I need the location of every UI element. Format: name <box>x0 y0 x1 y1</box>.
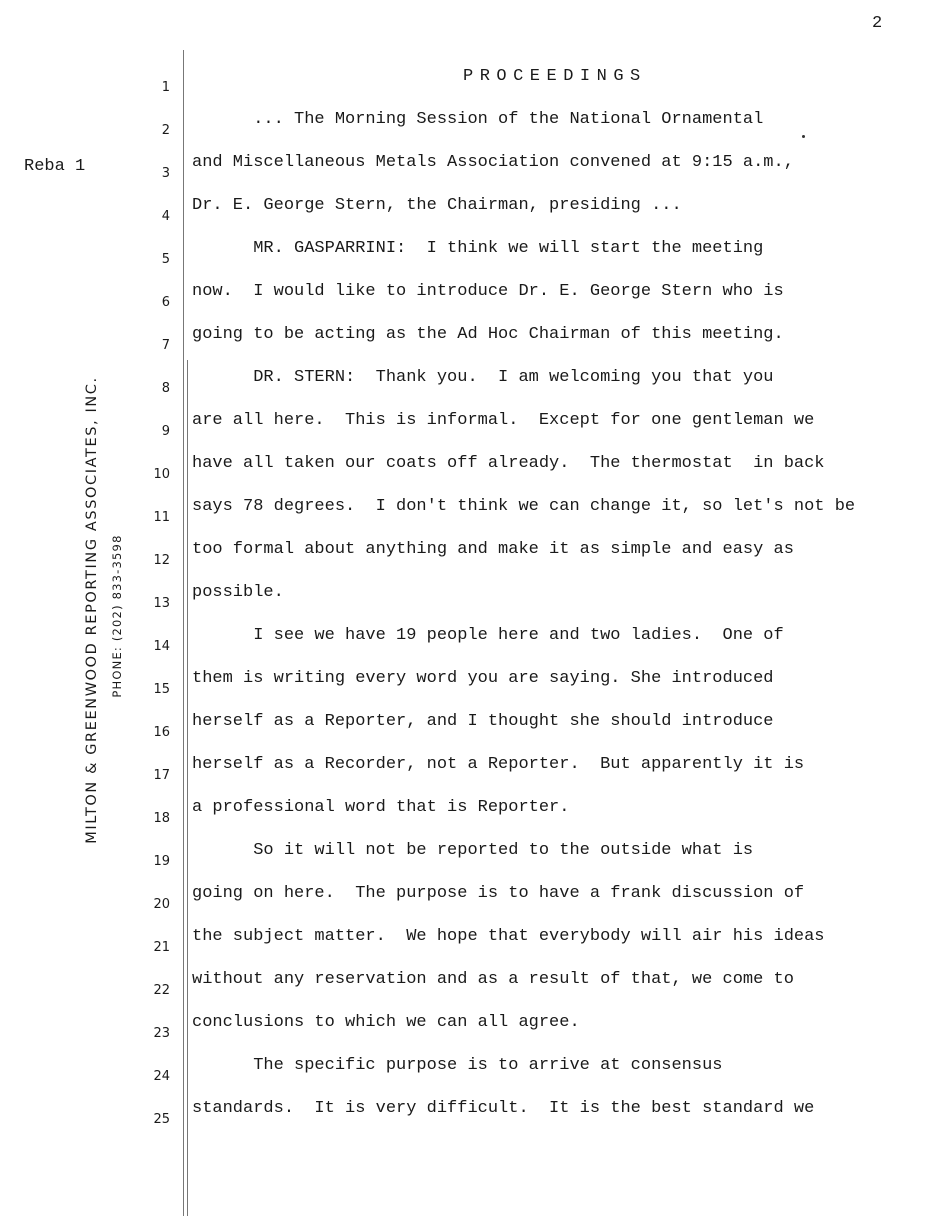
transcript-line: going on here. The purpose is to have a frank discussion of <box>192 884 805 903</box>
transcript-line: standards. It is very difficult. It is the best standard we <box>192 1099 815 1118</box>
transcript-line: too formal about anything and make it as simple and easy as <box>192 540 794 559</box>
line-number: 24 <box>153 1069 170 1084</box>
line-number: 4 <box>161 209 170 224</box>
transcript-line: and Miscellaneous Metals Association convened at 9:15 a.m., <box>192 153 794 172</box>
transcript-line: DR. STERN: Thank you. I am welcoming you that you <box>192 368 774 387</box>
page-number: 2 <box>872 14 883 33</box>
line-number: 22 <box>153 983 170 998</box>
line-number: 20 <box>153 897 170 912</box>
transcript-line: The specific purpose is to arrive at consensus <box>192 1056 723 1075</box>
line-number: 3 <box>161 166 170 181</box>
transcript-line: MR. GASPARRINI: I think we will start the meeting <box>192 239 764 258</box>
transcript-line: herself as a Reporter, and I thought she should introduce <box>192 712 774 731</box>
transcript-line: I see we have 19 people here and two ladies. One of <box>192 626 784 645</box>
transcript-line: So it will not be reported to the outside what is <box>192 841 754 860</box>
line-number: 5 <box>161 252 170 267</box>
line-number: 16 <box>153 725 170 740</box>
line-number: 13 <box>153 596 170 611</box>
line-number: 19 <box>153 854 170 869</box>
line-number: 1 <box>161 80 170 95</box>
transcript-line: possible. <box>192 583 284 602</box>
firm-name: MILTON & GREENWOOD REPORTING ASSOCIATES, INC. <box>84 376 100 844</box>
line-number: 9 <box>161 424 170 439</box>
line-number: 2 <box>161 123 170 138</box>
line-number: 17 <box>153 768 170 783</box>
line-number: 11 <box>153 510 170 525</box>
transcript-line: a professional word that is Reporter. <box>192 798 570 817</box>
transcript-line: the subject matter. We hope that everybody will air his ideas <box>192 927 825 946</box>
transcript-line: have all taken our coats off already. The thermostat in back <box>192 454 825 473</box>
line-number: 14 <box>153 639 170 654</box>
transcript-line: says 78 degrees. I don't think we can change it, so let's not be <box>192 497 856 516</box>
line-number: 25 <box>153 1112 170 1127</box>
page-title: PROCEEDINGS <box>463 67 647 86</box>
ink-speck <box>802 135 805 138</box>
transcript-line: Dr. E. George Stern, the Chairman, presiding ... <box>192 196 682 215</box>
transcript-line: going to be acting as the Ad Hoc Chairman of this meeting. <box>192 325 784 344</box>
margin-rule-right <box>187 360 188 1216</box>
transcript-line: now. I would like to introduce Dr. E. George Stern who is <box>192 282 784 301</box>
transcript-line: them is writing every word you are saying. She introduced <box>192 669 774 688</box>
transcript-line: conclusions to which we can all agree. <box>192 1013 580 1032</box>
line-number: 23 <box>153 1026 170 1041</box>
margin-rule-left <box>183 50 184 1216</box>
transcript-line: herself as a Recorder, not a Reporter. But apparently it is <box>192 755 805 774</box>
transcript-line: are all here. This is informal. Except for one gentleman we <box>192 411 815 430</box>
reporter-tag: Reba 1 <box>24 157 86 176</box>
line-number: 6 <box>161 295 170 310</box>
line-number: 21 <box>153 940 170 955</box>
line-number: 8 <box>161 381 170 396</box>
line-number: 10 <box>153 467 170 482</box>
transcript-line: ... The Morning Session of the National Ornamental <box>192 110 764 129</box>
firm-phone: PHONE: (202) 833-3598 <box>110 534 124 698</box>
line-number: 15 <box>153 682 170 697</box>
transcript-line: without any reservation and as a result of that, we come to <box>192 970 794 989</box>
line-number: 7 <box>161 338 170 353</box>
line-number: 12 <box>153 553 170 568</box>
line-number: 18 <box>153 811 170 826</box>
